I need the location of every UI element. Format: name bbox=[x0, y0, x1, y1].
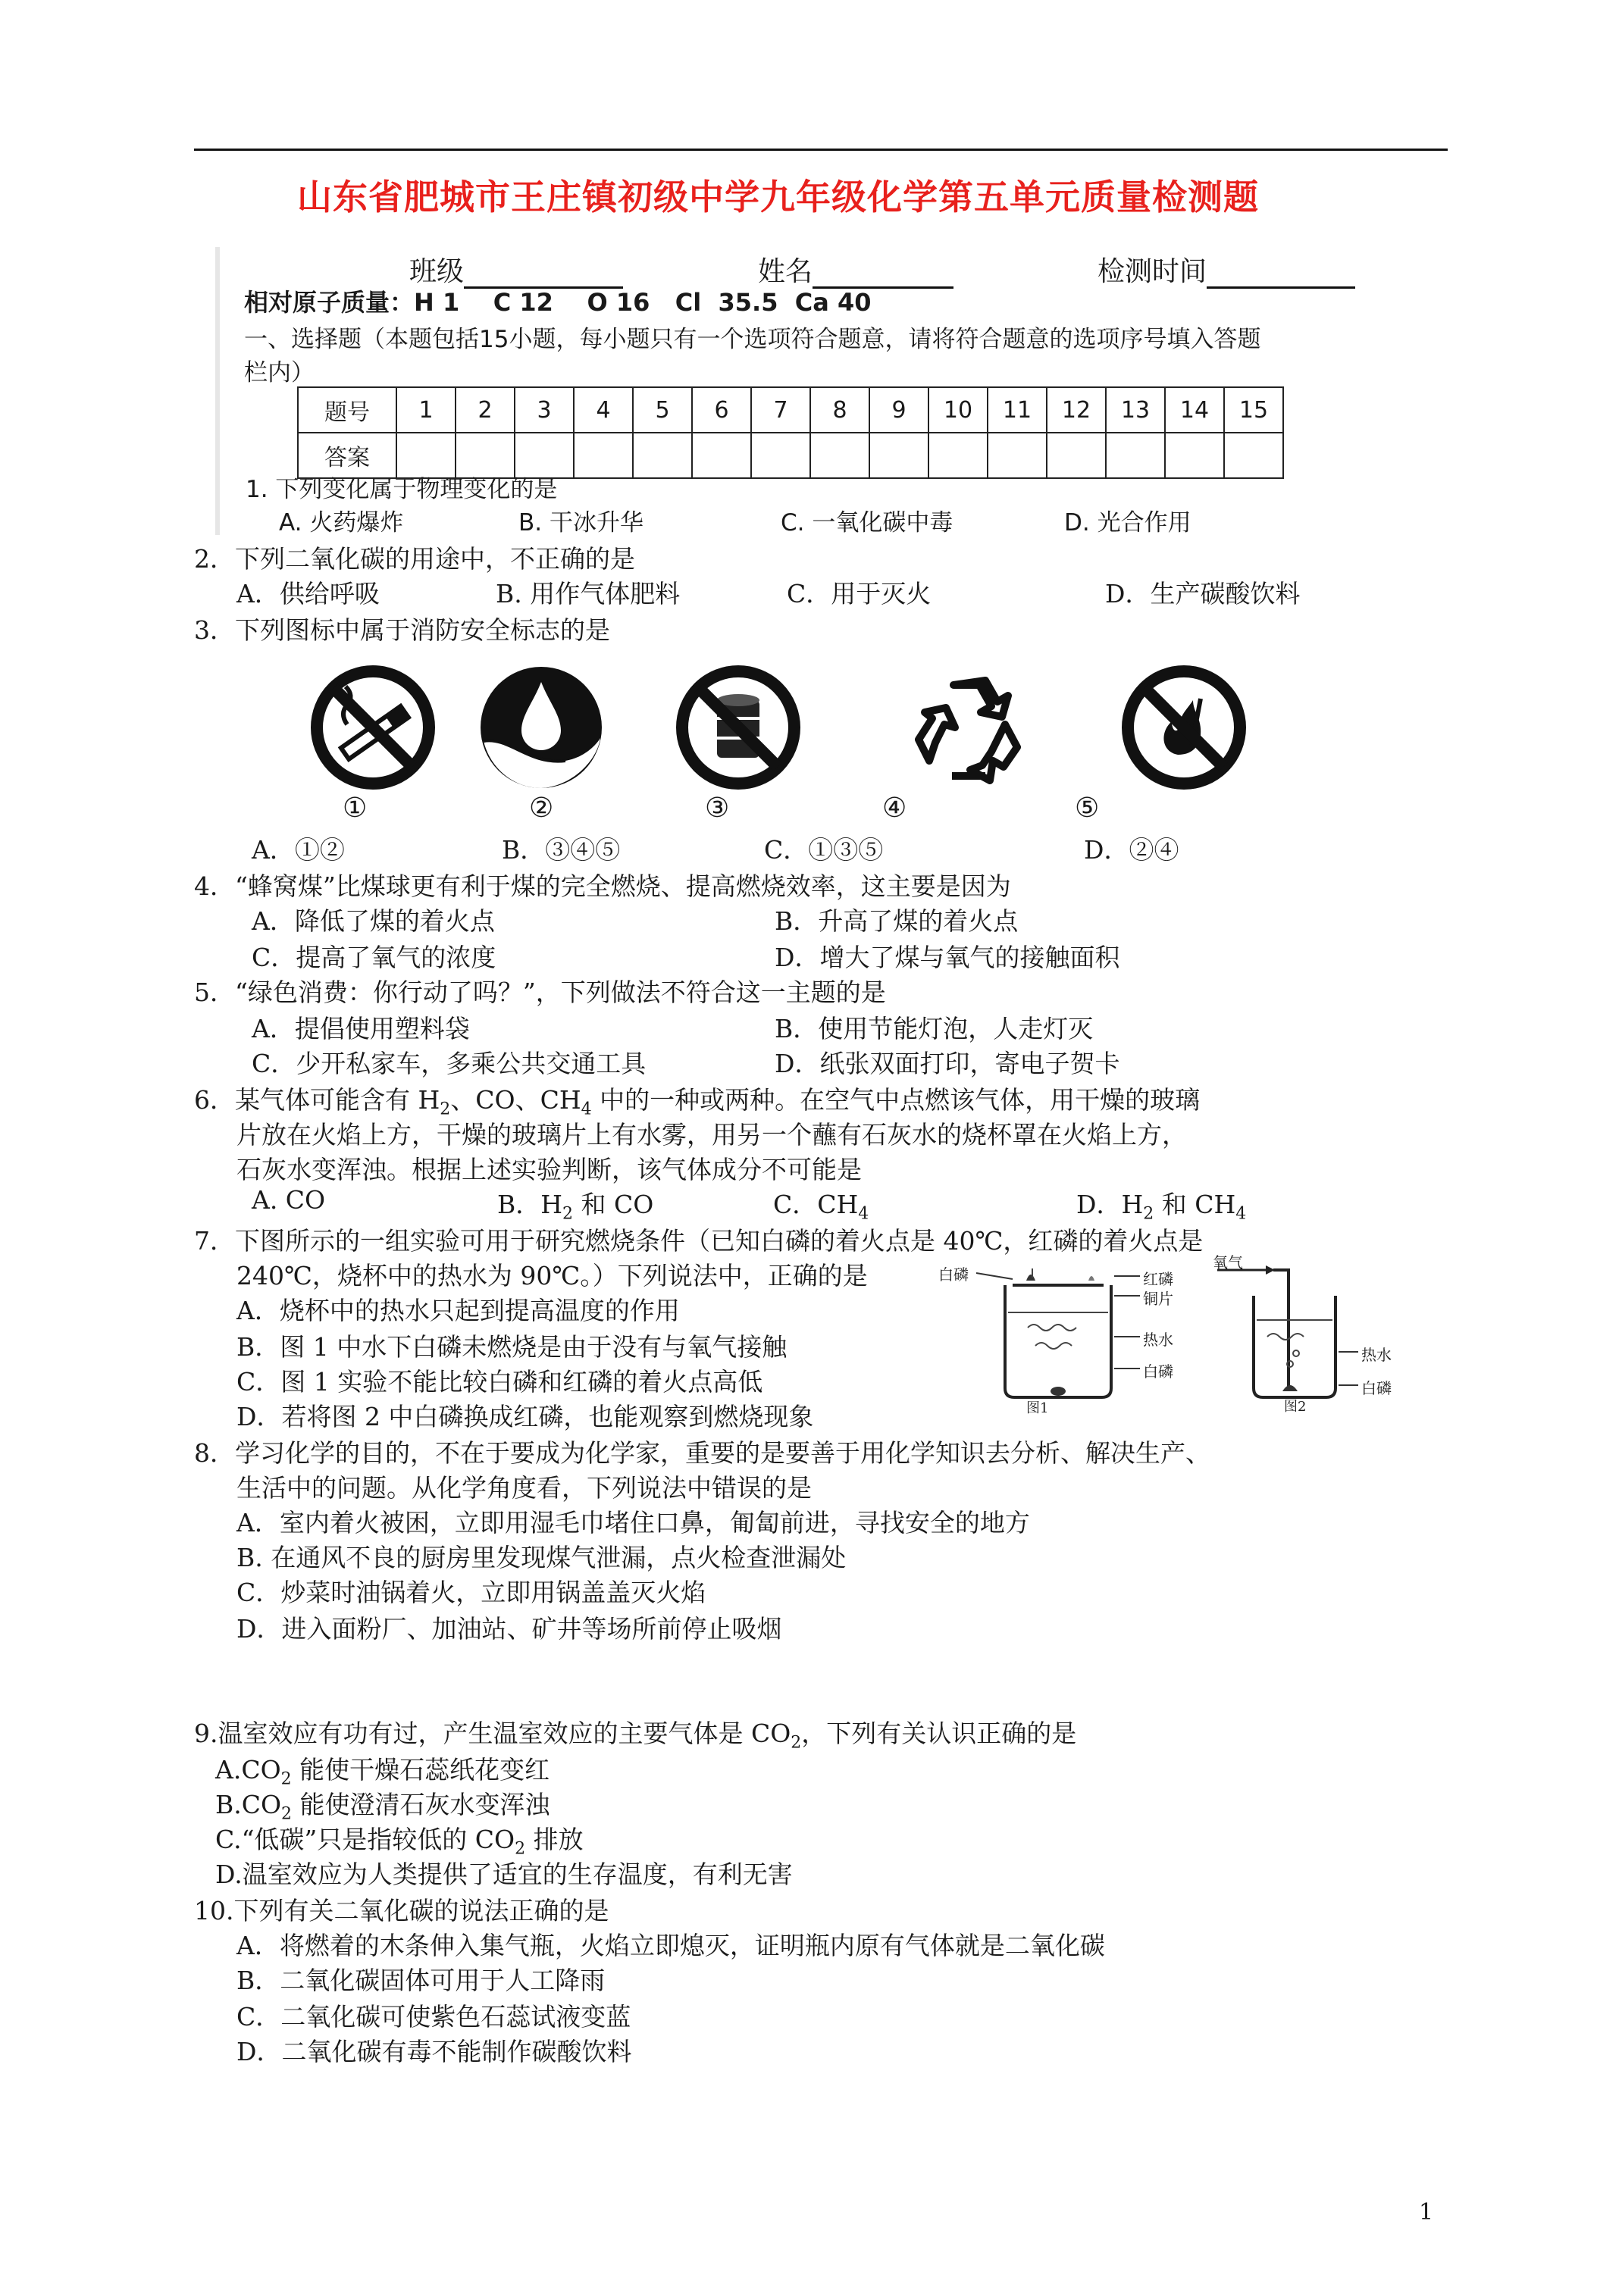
q2-option-a: A．供给呼吸 bbox=[236, 579, 380, 608]
question-number-cell: 8 bbox=[810, 387, 869, 433]
q7-stem-line2: 240℃，烧杯中的热水为 90℃。）下列说法中，正确的是 bbox=[236, 1261, 868, 1290]
name-label: 姓名 bbox=[758, 256, 813, 287]
question-number-cell: 12 bbox=[1047, 387, 1106, 433]
fig1-white-phosphorus-label: 白磷 bbox=[938, 1265, 969, 1284]
question-number-cell: 7 bbox=[751, 387, 810, 433]
q2-option-b: B. 用作气体肥料 bbox=[496, 579, 681, 608]
q6-stem-line3: 石灰水变浑浊。根据上述实验判断，该气体成分不可能是 bbox=[236, 1155, 862, 1184]
icon-label-3: ③ bbox=[705, 793, 730, 824]
question-number-cell: 1 bbox=[396, 387, 456, 433]
answer-cell[interactable] bbox=[633, 433, 692, 478]
atomic-mass bbox=[244, 283, 872, 318]
q7-option-c: C．图 1 实验不能比较白磷和红磷的着火点高低 bbox=[236, 1367, 763, 1397]
scan-edge bbox=[215, 247, 220, 535]
fig1-white-phosphorus-bottom-label: 白磷 bbox=[1143, 1362, 1173, 1381]
answer-table bbox=[297, 386, 1284, 479]
q9-option-c: C.“低碳”只是指较低的 $CO_2$ 排放 bbox=[215, 1825, 584, 1859]
section1-line2: 栏内） bbox=[244, 359, 315, 386]
question-number-cell: 13 bbox=[1106, 387, 1165, 433]
q5-stem: 5．“绿色消费：你行动了吗？”，下列做法不符合这一主题的是 bbox=[194, 978, 886, 1007]
q4-option-a: A．降低了煤的着火点 bbox=[252, 906, 495, 936]
question-number-cell: 6 bbox=[692, 387, 751, 433]
q8-option-b: B. 在通风不良的厨房里发现煤气泄漏，点火检查泄漏处 bbox=[236, 1543, 847, 1572]
q3-option-a: A．①② bbox=[252, 835, 345, 865]
answer-table-header-label: 题号 bbox=[298, 387, 396, 433]
fig2-white-phosphorus-label: 白磷 bbox=[1361, 1379, 1392, 1397]
q5-option-d: D．纸张双面打印，寄电子贺卡 bbox=[775, 1049, 1120, 1078]
q1-stem: 1. 下列变化属于物理变化的是 bbox=[246, 476, 558, 503]
q9-option-d: D.温室效应为人类提供了适宜的生存温度，有利无害 bbox=[215, 1860, 793, 1889]
q5-option-b: B．使用节能灯泡，人走灯灭 bbox=[775, 1014, 1094, 1043]
atomic-mass-values: H 1 C 12 O 16 Cl 35.5 Ca 40 bbox=[414, 288, 872, 317]
q6-option-c: C．$CH_4$ bbox=[773, 1190, 869, 1224]
fig2-hot-water-label: 热水 bbox=[1361, 1346, 1392, 1364]
q8-option-d: D．进入面粉厂、加油站、矿井等场所前停止吸烟 bbox=[236, 1614, 782, 1644]
q9-option-a: $A.CO_2$ 能使干燥石蕊纸花变红 bbox=[215, 1755, 550, 1789]
q7-option-b: B．图 1 中水下白磷未燃烧是由于没有与氧气接触 bbox=[236, 1332, 788, 1362]
question-number-cell: 15 bbox=[1224, 387, 1283, 433]
q10-stem: 10.下列有关二氧化碳的说法正确的是 bbox=[194, 1896, 609, 1925]
q1-option-d: D. 光合作用 bbox=[1064, 509, 1191, 536]
q2-option-c: C．用于灭火 bbox=[787, 579, 932, 608]
q8-stem-line1: 8．学习化学的目的，不在于要成为化学家，重要的是要善于用化学知识去分析、解决生产、 bbox=[194, 1438, 1210, 1468]
answer-cell[interactable] bbox=[751, 433, 810, 478]
question-number-cell: 14 bbox=[1165, 387, 1224, 433]
q4-option-c: C．提高了氧气的浓度 bbox=[252, 943, 496, 972]
question-number-cell: 4 bbox=[574, 387, 633, 433]
q3-option-d: D．②④ bbox=[1084, 835, 1179, 865]
fig2-caption: 图2 bbox=[1284, 1399, 1307, 1415]
question-number-cell: 5 bbox=[633, 387, 692, 433]
q8-option-c: C．炒菜时油锅着火，立即用锅盖盖灭火焰 bbox=[236, 1578, 706, 1607]
q8-option-a: A．室内着火被困，立即用湿毛巾堵住口鼻，匍匐前进，寻找安全的地方 bbox=[236, 1508, 1030, 1537]
q7-option-d: D．若将图 2 中白磷换成红磷，也能观察到燃烧现象 bbox=[236, 1402, 814, 1431]
time-label: 检测时间 bbox=[1098, 256, 1207, 287]
top-rule bbox=[194, 149, 1448, 151]
no-oil-drum-icon bbox=[673, 662, 803, 793]
q2-stem: 2．下列二氧化碳的用途中，不正确的是 bbox=[194, 544, 635, 574]
question-number-cell: 11 bbox=[988, 387, 1047, 433]
no-smoking-icon bbox=[308, 662, 438, 793]
q7-option-a: A．烧杯中的热水只起到提高温度的作用 bbox=[236, 1296, 680, 1325]
q5-option-c: C．少开私家车，多乘公共交通工具 bbox=[252, 1049, 647, 1078]
answer-cell[interactable] bbox=[810, 433, 869, 478]
icon-label-4: ④ bbox=[882, 793, 907, 824]
q10-option-c: C．二氧化碳可使紫色石蕊试液变蓝 bbox=[236, 2002, 631, 2032]
water-drop-icon bbox=[476, 662, 606, 793]
answer-cell[interactable] bbox=[869, 433, 928, 478]
time-field bbox=[1098, 250, 1355, 289]
answer-cell[interactable] bbox=[1106, 433, 1165, 478]
q1-option-a: A. 火药爆炸 bbox=[279, 509, 404, 536]
q8-stem-line2: 生活中的问题。从化学角度看，下列说法中错误的是 bbox=[236, 1473, 812, 1503]
fig1-copper-label: 铜片 bbox=[1143, 1290, 1173, 1308]
q2-option-d: D．生产碳酸饮料 bbox=[1105, 579, 1301, 608]
question-number-cell: 2 bbox=[456, 387, 515, 433]
answer-cell[interactable] bbox=[988, 433, 1047, 478]
q3-stem: 3．下列图标中属于消防安全标志的是 bbox=[194, 615, 610, 645]
answer-cell[interactable] bbox=[1224, 433, 1283, 478]
q10-option-a: A．将燃着的木条伸入集气瓶，火焰立即熄灭，证明瓶内原有气体就是二氧化碳 bbox=[236, 1931, 1105, 1960]
answer-cell[interactable] bbox=[1047, 433, 1106, 478]
no-fire-icon bbox=[1119, 662, 1249, 793]
icon-label-1: ① bbox=[343, 793, 368, 824]
answer-cell[interactable] bbox=[574, 433, 633, 478]
answer-cell[interactable] bbox=[928, 433, 988, 478]
answer-table-number-row bbox=[298, 387, 1283, 433]
q10-option-d: D．二氧化碳有毒不能制作碳酸饮料 bbox=[236, 2037, 632, 2066]
question-number-cell: 10 bbox=[928, 387, 988, 433]
q6-option-d: D．$H_2$ 和 $CH_4$ bbox=[1076, 1190, 1247, 1224]
q4-stem: 4．“蜂窝煤”比煤球更有利于煤的完全燃烧、提高燃烧效率，这主要是因为 bbox=[194, 871, 1011, 901]
combustion-figure-2 bbox=[1182, 1250, 1410, 1415]
question-number-cell: 3 bbox=[515, 387, 574, 433]
q6-stem-line2: 片放在火焰上方，干燥的玻璃片上有水雾，用另一个蘸有石灰水的烧杯罩在火焰上方， bbox=[236, 1120, 1187, 1150]
fig1-caption: 图1 bbox=[1026, 1400, 1049, 1416]
icon-label-2: ② bbox=[529, 793, 554, 824]
q1-option-c: C. 一氧化碳中毒 bbox=[781, 509, 953, 536]
answer-cell[interactable] bbox=[1165, 433, 1224, 478]
q5-option-a: A．提倡使用塑料袋 bbox=[252, 1014, 470, 1043]
icon-label-5: ⑤ bbox=[1075, 793, 1100, 824]
fig1-red-phosphorus-label: 红磷 bbox=[1143, 1270, 1173, 1288]
time-blank[interactable] bbox=[1207, 261, 1355, 289]
question-number-cell: 9 bbox=[869, 387, 928, 433]
page-number: 1 bbox=[1419, 2199, 1434, 2226]
answer-row-label: 答案 bbox=[298, 433, 396, 478]
page-title: 山东省肥城市王庄镇初级中学九年级化学第五单元质量检测题 bbox=[297, 177, 1259, 217]
recycle-icon bbox=[907, 662, 1037, 793]
fig2-oxygen-label: 氧气 bbox=[1213, 1253, 1243, 1272]
q7-stem-line1: 7．下图所示的一组实验可用于研究燃烧条件（已知白磷的着火点是 40℃，红磷的着火点是 bbox=[194, 1226, 1204, 1256]
q9-stem: 9.温室效应有功有过，产生温室效应的主要气体是 $CO_2$，下列有关认识正确的是 bbox=[194, 1719, 1077, 1753]
q6-option-a: A. CO bbox=[252, 1185, 326, 1215]
q3-option-b: B．③④⑤ bbox=[502, 835, 621, 865]
answer-cell[interactable] bbox=[692, 433, 751, 478]
q9-option-b: $B.CO_2$ 能使澄清石灰水变浑浊 bbox=[215, 1790, 550, 1824]
q6-option-b: B．$H_2$ 和 CO bbox=[497, 1190, 654, 1224]
q4-option-b: B．升高了煤的着火点 bbox=[775, 906, 1019, 936]
class-label: 班级 bbox=[409, 256, 465, 287]
atomic-mass-label: 相对原子质量： bbox=[244, 288, 415, 317]
q10-option-b: B．二氧化碳固体可用于人工降雨 bbox=[236, 1966, 606, 1995]
q4-option-d: D．增大了煤与氧气的接触面积 bbox=[775, 943, 1120, 972]
q6-stem-line1: 6．某气体可能含有 $H_2$、CO、$CH_4$ 中的一种或两种。在空气中点燃该气体，用干燥的玻璃 bbox=[194, 1085, 1201, 1119]
fig1-hot-water-label: 热水 bbox=[1143, 1331, 1173, 1349]
q3-option-c: C．①③⑤ bbox=[764, 835, 884, 865]
q1-option-b: B. 干冰升华 bbox=[518, 509, 643, 536]
section1-line1: 一、选择题（本题包括15小题，每小题只有一个选项符合题意，请将符合题意的选项序号填入答题 bbox=[244, 326, 1261, 353]
